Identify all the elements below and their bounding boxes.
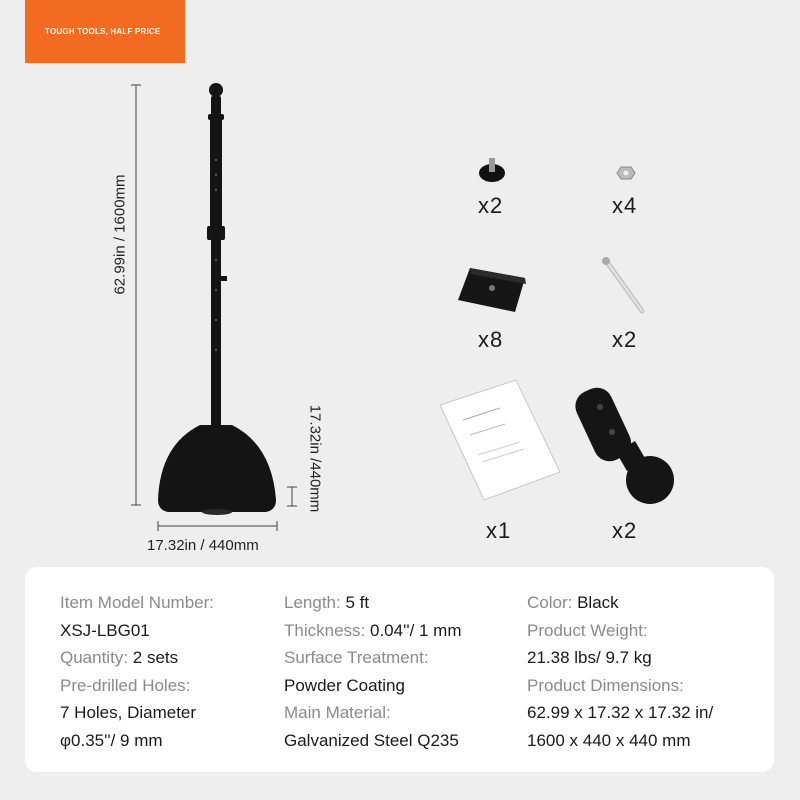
width-dimension-line	[158, 521, 277, 531]
color-label: Color:	[527, 593, 573, 612]
qty-manual: x1	[486, 518, 512, 543]
quantity-value: 2 sets	[132, 648, 179, 668]
spec-card	[25, 567, 774, 772]
base-height-dimension-line	[287, 487, 297, 506]
material-value: Galvanized Steel Q235	[284, 730, 459, 750]
model-label: Item Model Number:	[60, 593, 214, 612]
holes-value-line-1: 7 Holes, Diameter	[60, 703, 197, 723]
spec-column-1	[60, 589, 214, 755]
height-dimension-label: 62.99in / 1600mm	[111, 174, 129, 295]
spec-column-2	[284, 589, 462, 755]
dims-label: Product Dimensions:	[527, 675, 684, 695]
base-height-dimension-label: 17.32in /440mm	[306, 404, 324, 513]
color-value: Black	[577, 593, 619, 612]
holes-value-line-2: φ0.35''/ 9 mm	[60, 730, 163, 750]
thickness-label: Thickness:	[284, 620, 366, 640]
material-label: Main Material:	[284, 703, 391, 723]
foot-pad-icon	[479, 158, 505, 182]
spec-column-3	[527, 589, 713, 755]
dims-value-line-2: 1600 x 440 x 440 mm	[527, 730, 691, 750]
surface-label: Surface Treatment:	[284, 648, 429, 668]
height-dimension-line	[131, 85, 141, 505]
qty-bolt: x2	[612, 327, 638, 352]
qty-ball-mount: x2	[612, 518, 638, 543]
quantity-label: Quantity:	[60, 648, 129, 668]
length-value: 5 ft	[345, 593, 370, 612]
hex-nut-icon	[617, 167, 635, 179]
bolt-icon	[602, 257, 642, 311]
banner-text: TOUGH TOOLS, HALF PRICE	[45, 27, 161, 36]
ball-mount-icon	[570, 382, 674, 504]
weight-label: Product Weight:	[527, 620, 648, 640]
length-label: Length:	[284, 593, 341, 612]
dims-value-line-1: 62.99 x 17.32 x 17.32 in/	[527, 703, 714, 723]
qty-hex-nut: x4	[612, 193, 638, 218]
holes-label: Pre-drilled Holes:	[60, 675, 191, 695]
mounting-plate-icon	[458, 268, 526, 312]
pole-stand	[158, 83, 276, 515]
width-dimension-label: 17.32in / 440mm	[147, 537, 259, 554]
manual-icon	[440, 380, 560, 500]
qty-foot-pad: x2	[478, 193, 504, 218]
thickness-value: 0.04''/ 1 mm	[369, 620, 462, 640]
qty-mounting-plate: x8	[478, 327, 504, 352]
model-value: XSJ-LBG01	[60, 620, 150, 640]
surface-value: Powder Coating	[284, 675, 405, 695]
weight-value: 21.38 lbs/ 9.7 kg	[527, 648, 652, 668]
